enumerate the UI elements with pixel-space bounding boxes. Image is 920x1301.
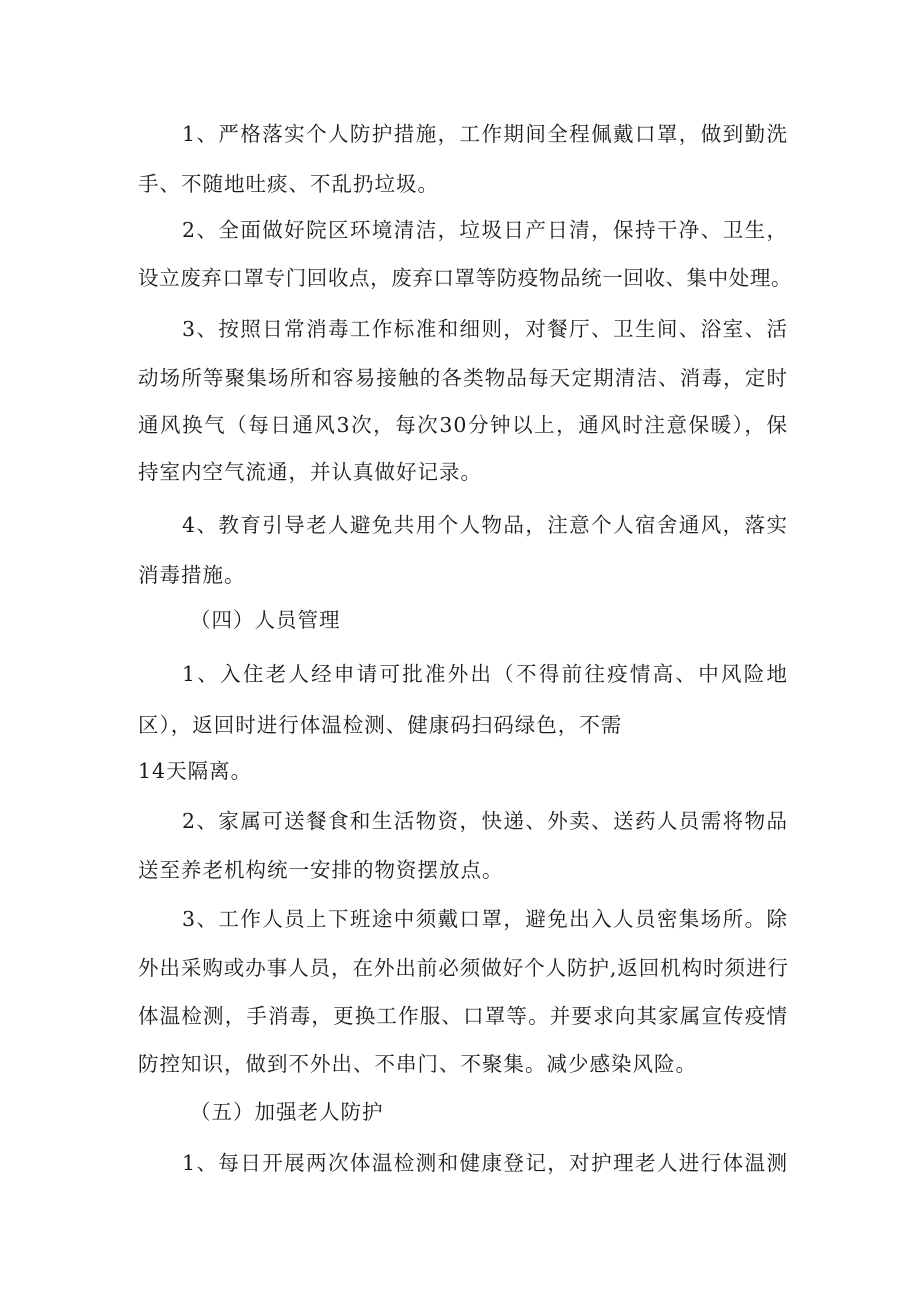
paragraph-line: 2、家属可送餐食和生活物资，快递、外卖、送药人员需将物品 <box>182 809 788 833</box>
paragraph-line: 持室内空气流通，并认真做好记录。 <box>138 460 482 484</box>
paragraph-line: 3、按照日常消毒工作标准和细则，对餐厅、卫生间、浴室、活 <box>182 317 788 341</box>
paragraph-line: 3、工作人员上下班途中须戴口罩，避免出入人员密集场所。除 <box>182 907 788 931</box>
section-heading: （五）加强老人防护 <box>190 1100 384 1124</box>
paragraph-line: 消毒措施。 <box>138 563 246 587</box>
paragraph-line: 外出采购或办事人员，在外出前必须做好个人防护,返回机构时须进行 <box>138 956 788 980</box>
paragraph-line: 2、全面做好院区环境清洁，垃圾日产日清，保持干净、卫生， <box>182 218 788 242</box>
paragraph-line: 体温检测，手消毒，更换工作服、口罩等。并要求向其家属宣传疫情 <box>138 1004 788 1028</box>
paragraph-line: 设立废弃口罩专门回收点，废弃口罩等防疫物品统一回收、集中处理。 <box>138 266 793 290</box>
paragraph-line: 4、教育引导老人避免共用个人物品，注意个人宿舍通风，落实 <box>182 513 788 537</box>
paragraph-line: 防控知识，做到不外出、不串门、不聚集。减少感染风险。 <box>138 1052 697 1076</box>
paragraph-line: 区），返回时进行体温检测、健康码扫码绿色，不需 <box>138 713 623 737</box>
section-heading: （四）人员管理 <box>190 608 341 632</box>
paragraph-line: 动场所等聚集场所和容易接触的各类物品每天定期清洁、消毒，定时 <box>138 366 788 390</box>
paragraph-line: 送至养老机构统一安排的物资摆放点。 <box>138 858 504 882</box>
paragraph-line: 通风换气（每日通风3次，每次30分钟以上，通风时注意保暖），保 <box>138 413 788 437</box>
paragraph-line: 1、严格落实个人防护措施，工作期间全程佩戴口罩，做到勤洗 <box>182 122 788 146</box>
paragraph-line: 手、不随地吐痰、不乱扔垃圾。 <box>138 172 439 196</box>
paragraph-line: 1、入住老人经申请可批准外出（不得前往疫情高、中风险地 <box>182 662 788 686</box>
paragraph-line: 14天隔离。 <box>138 759 253 783</box>
paragraph-line: 1、每日开展两次体温检测和健康登记，对护理老人进行体温测 <box>182 1151 788 1175</box>
